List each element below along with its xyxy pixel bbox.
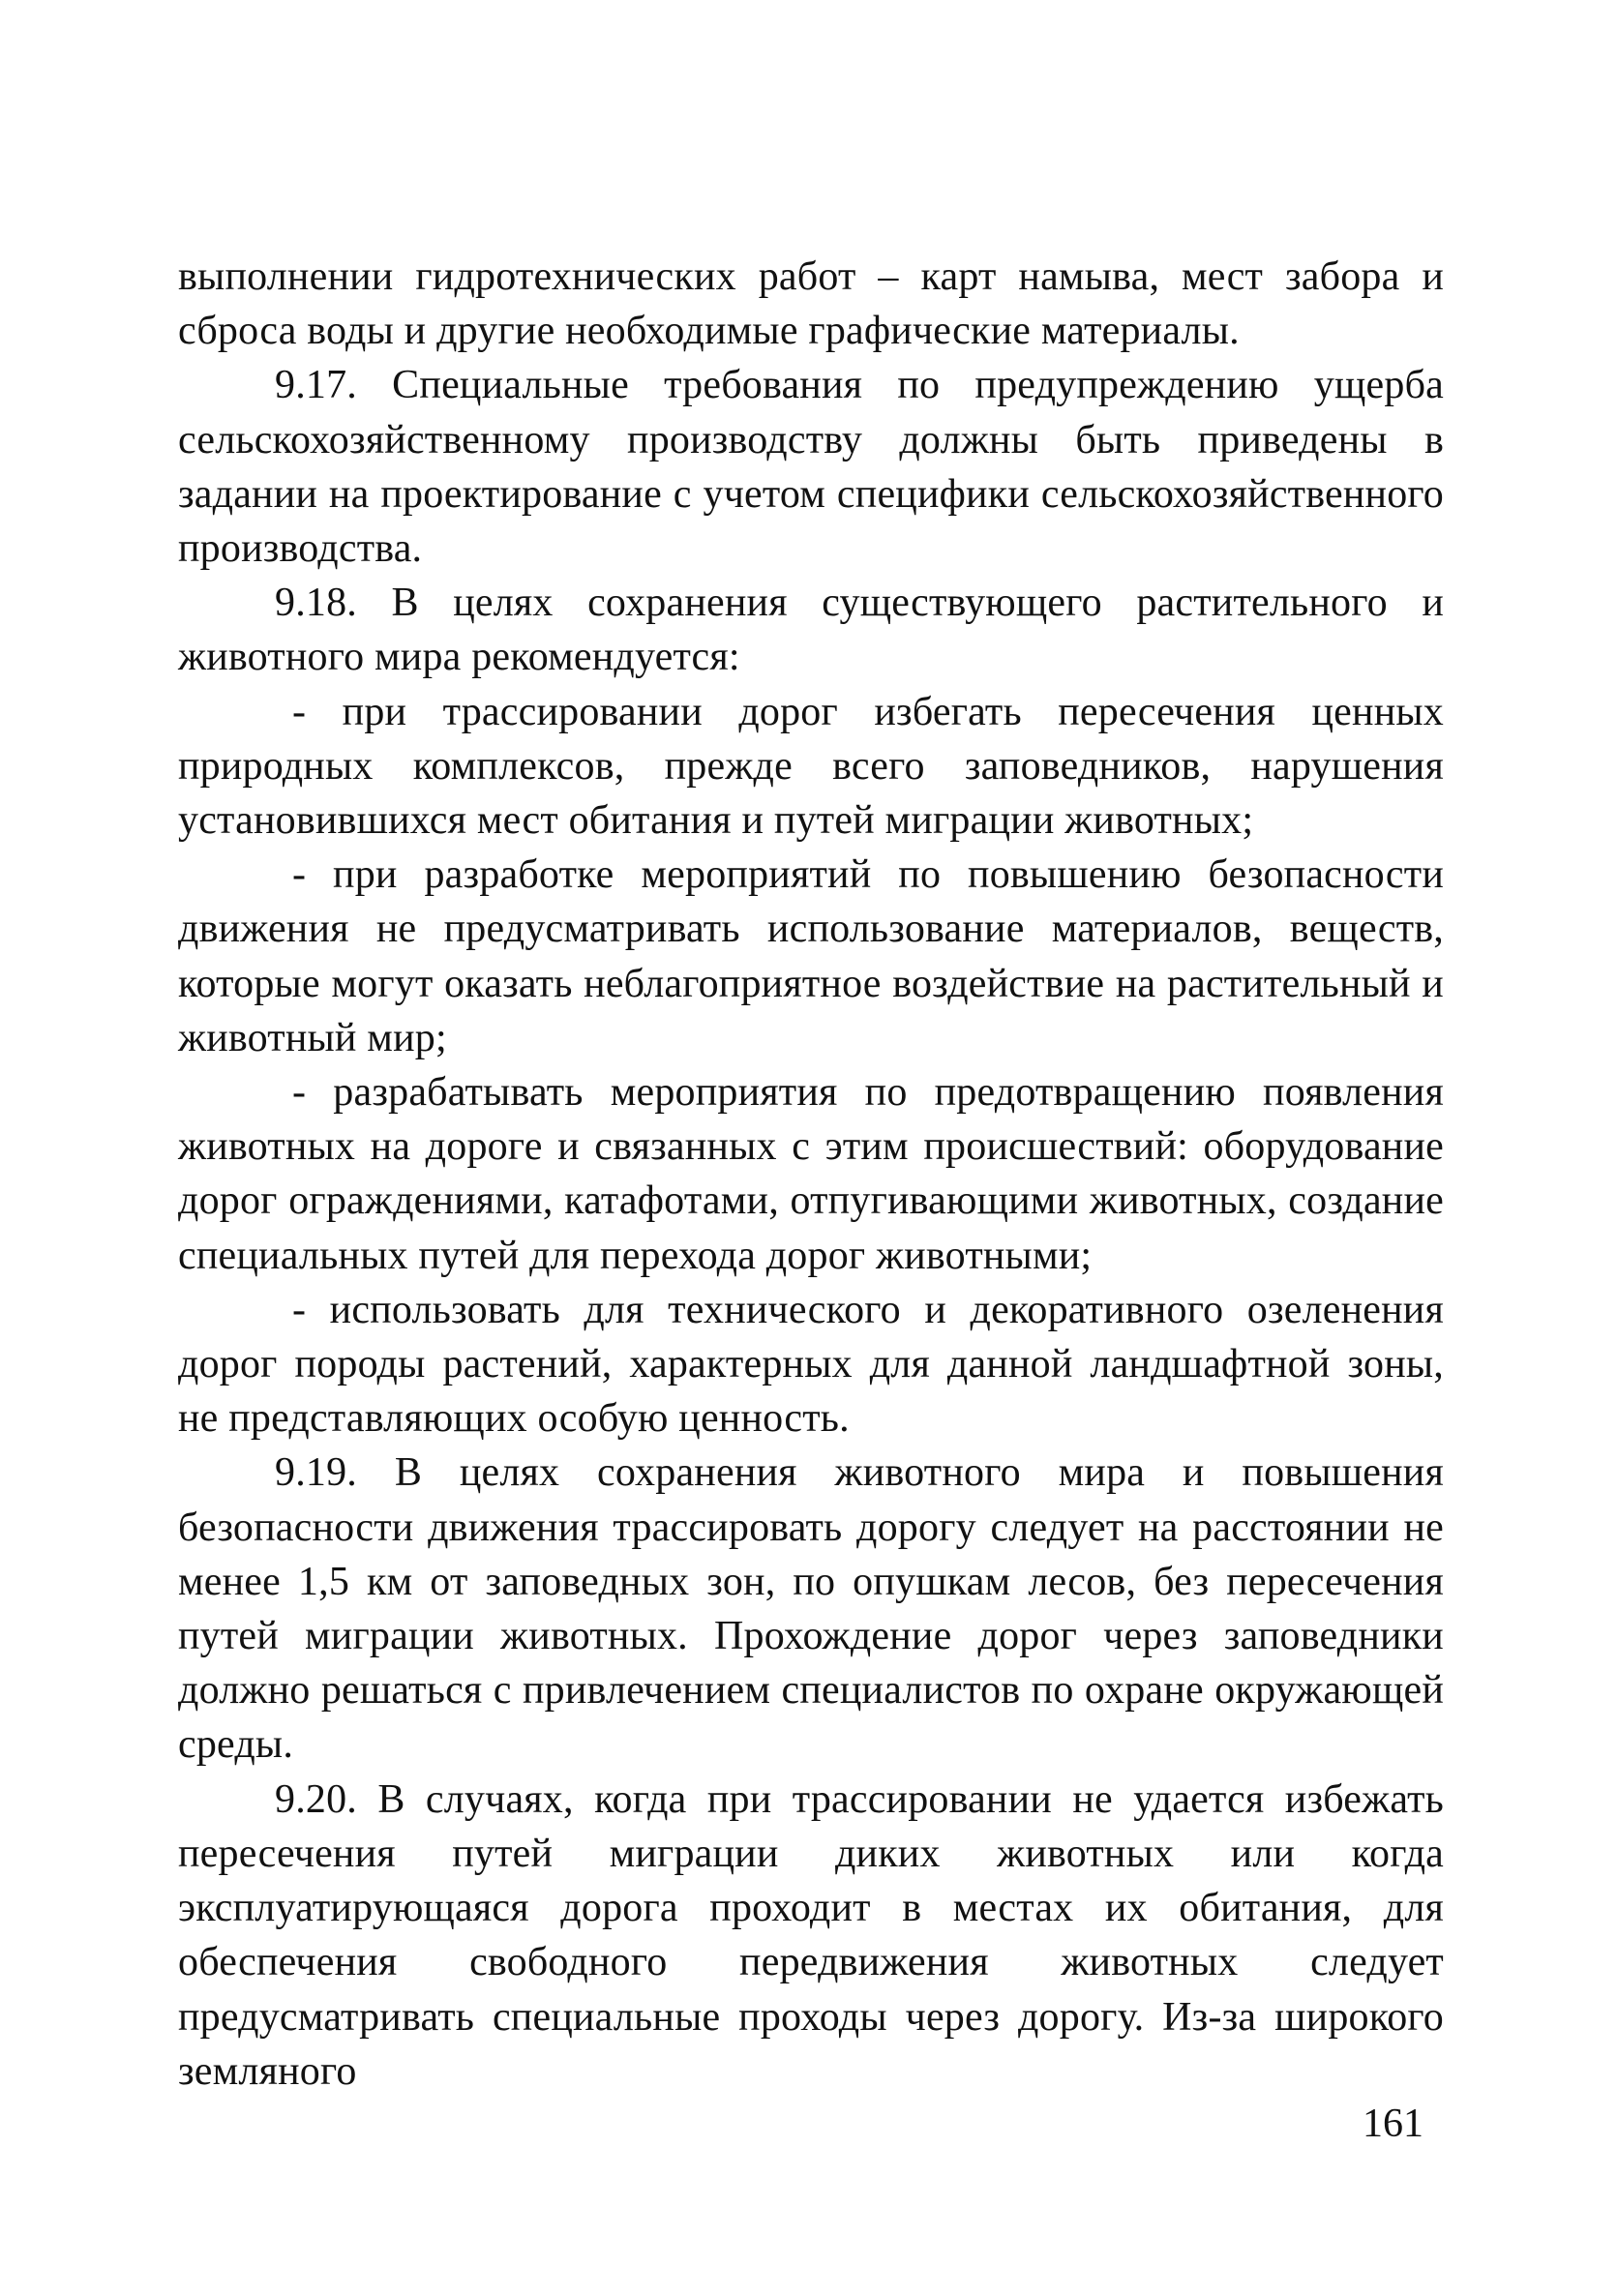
list-item: - разрабатывать мероприятия по предотвращению появления животных на дороге и связанных с этим происшествий: оборудование дорог ограждениями, катафотами, отпугивающими животных, создание специальных путей для перехода дорог животными;	[178, 1070, 1444, 1278]
list-item: - при разработке мероприятий по повышению безопасности движения не предусматривать использование материалов, веществ, которые могут оказать неблагоприятное воздействие на растительный и животный мир;	[178, 852, 1444, 1060]
paragraph-continuation: выполнении гидротехнических работ – карт намыва, мест забора и сброса воды и другие необходимые графические материалы.	[178, 254, 1444, 354]
list-item: - использовать для технического и декоративного озеленения дорог породы растений, характерных для данной ландшафтной зоны, не представляющих особую ценность.	[178, 1287, 1444, 1442]
paragraph-9-18: 9.18. В целях сохранения существующего растительного и животного мира рекомендуется:	[178, 581, 1444, 680]
page-number: 161	[1363, 2102, 1423, 2146]
paragraph-9-20: 9.20. В случаях, когда при трассировании не удается избежать пересечения путей миграции диких животных или когда эксплуатирующаяся дорога проходит в местах их обитания, для обеспечения свободного передвижения животных следует предусматривать специальные проходы через дорогу. Из-за широкого земляного	[178, 1776, 1444, 2094]
paragraph-9-17: 9.17. Специальные требования по предупреждению ущерба сельскохозяйственному производству должны быть приведены в задании на проектирование с учетом специфики сельскохозяйственного производства.	[178, 363, 1444, 572]
paragraph-9-19: 9.19. В целях сохранения животного мира и повышения безопасности движения трассировать дорогу следует на расстоянии не менее 1,5 км от заповедных зон, по опушкам лесов, без пересечения путей миграции животных. Прохождение дорог через заповедники должно решаться с привлечением специалистов по охране окружающей среды.	[178, 1450, 1444, 1768]
list-item: - при трассировании дорог избегать пересечения ценных природных комплексов, прежде всего заповедников, нарушения установившихся мест обитания и путей миграции животных;	[178, 689, 1444, 844]
body-text	[178, 250, 1444, 2099]
